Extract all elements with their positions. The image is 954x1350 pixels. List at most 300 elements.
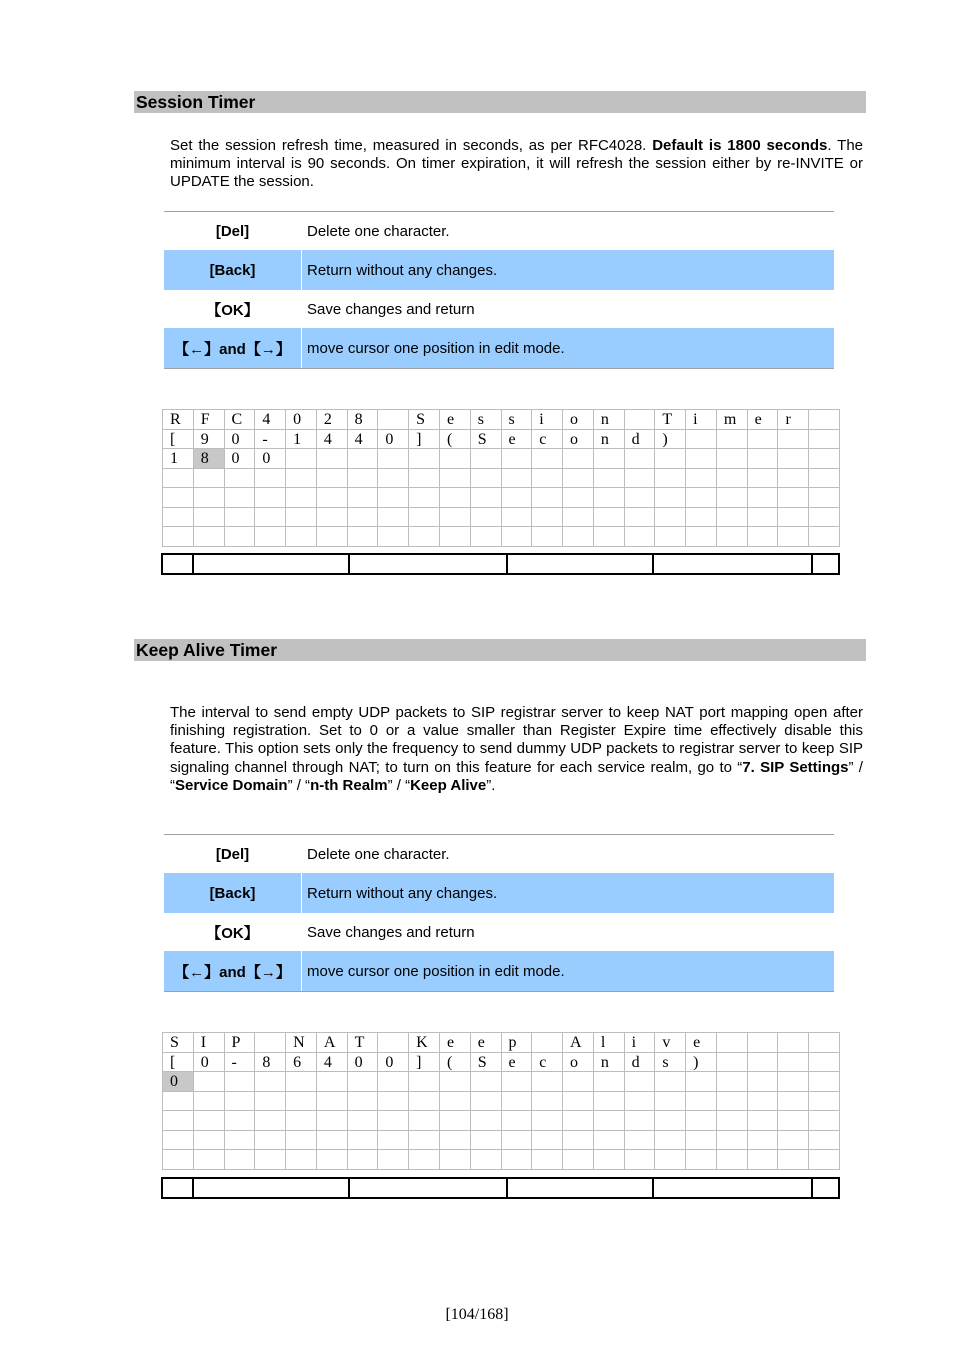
lcd-cell xyxy=(778,488,809,508)
lcd-cell xyxy=(440,469,471,489)
lcd-cell: 4 xyxy=(255,410,286,430)
lcd-cell xyxy=(532,1111,563,1131)
lcd-cell xyxy=(286,488,317,508)
lcd-cell xyxy=(255,1033,286,1053)
lcd-cell xyxy=(778,1033,809,1053)
lcd-cell: o xyxy=(563,430,594,450)
lcd-cell xyxy=(625,410,656,430)
lcd-cell xyxy=(655,1092,686,1112)
lcd-cell xyxy=(778,1131,809,1151)
lcd-cell: e xyxy=(502,1053,533,1073)
lcd-cell xyxy=(778,508,809,528)
key-description: Save changes and return xyxy=(307,300,475,318)
lcd-cell: d xyxy=(625,430,656,450)
lcd-cell: n xyxy=(594,410,625,430)
key-description: Delete one character. xyxy=(307,222,450,240)
lcd-cell xyxy=(286,469,317,489)
lcd-cell xyxy=(225,1072,256,1092)
lcd-cell xyxy=(225,1150,256,1170)
lcd-cell: 6 xyxy=(286,1053,317,1073)
text: ” / “ xyxy=(387,776,411,794)
lcd-cell: e xyxy=(440,1033,471,1053)
lcd-cell xyxy=(471,469,502,489)
lcd-cell xyxy=(748,1092,779,1112)
lcd-cell xyxy=(748,527,779,547)
lcd-cell: A xyxy=(563,1033,594,1053)
lcd-cell xyxy=(594,1150,625,1170)
lcd-cell xyxy=(286,1092,317,1112)
softkey-cell xyxy=(350,1179,508,1197)
keep-alive-key-table xyxy=(164,834,834,992)
lcd-cell xyxy=(717,1033,748,1053)
lcd-cell xyxy=(625,1072,656,1092)
lcd-cell xyxy=(471,527,502,547)
lcd-cell: 0 xyxy=(378,430,409,450)
lcd-cell xyxy=(655,527,686,547)
lcd-cell xyxy=(502,508,533,528)
lcd-cell xyxy=(409,1072,440,1092)
lcd-cell xyxy=(778,527,809,547)
lcd-cell xyxy=(194,1131,225,1151)
lcd-cell xyxy=(594,469,625,489)
lcd-cell: e xyxy=(748,410,779,430)
lcd-cell xyxy=(717,1111,748,1131)
lcd-cell: 0 xyxy=(255,449,286,469)
lcd-cell: v xyxy=(655,1033,686,1053)
lcd-cell xyxy=(409,1150,440,1170)
session-timer-key-table xyxy=(164,211,834,369)
lcd-cell: F xyxy=(194,410,225,430)
lcd-cell xyxy=(717,1131,748,1151)
key-row xyxy=(164,250,834,290)
key-row xyxy=(164,328,834,368)
lcd-cell xyxy=(440,449,471,469)
lcd-cell xyxy=(655,469,686,489)
lcd-cell xyxy=(625,1131,656,1151)
lcd-cell xyxy=(163,1111,194,1131)
lcd-cell xyxy=(317,1072,348,1092)
key-label: 【←】and【→】 xyxy=(164,951,302,991)
lcd-cell xyxy=(809,1092,840,1112)
lcd-cell xyxy=(255,1072,286,1092)
lcd-cell: 0 xyxy=(225,430,256,450)
lcd-cell xyxy=(378,508,409,528)
lcd-cell: 1 xyxy=(163,449,194,469)
lcd-cell xyxy=(378,1092,409,1112)
lcd-cell: N xyxy=(286,1033,317,1053)
lcd-cell xyxy=(594,1072,625,1092)
lcd-cell xyxy=(809,1150,840,1170)
lcd-cell xyxy=(625,527,656,547)
softkey-cell xyxy=(163,1179,194,1197)
lcd-cell xyxy=(809,488,840,508)
lcd-cell xyxy=(255,1150,286,1170)
lcd-cell xyxy=(655,508,686,528)
lcd-cell xyxy=(686,1150,717,1170)
lcd-cell xyxy=(655,1111,686,1131)
lcd-cell xyxy=(717,1053,748,1073)
lcd-cell xyxy=(286,527,317,547)
lcd-cell xyxy=(748,508,779,528)
lcd-cell xyxy=(594,1131,625,1151)
lcd-cell xyxy=(563,1072,594,1092)
lcd-cell: T xyxy=(655,410,686,430)
lcd-cell xyxy=(194,488,225,508)
lcd-cell xyxy=(686,1092,717,1112)
lcd-cell xyxy=(686,449,717,469)
lcd-cell: R xyxy=(163,410,194,430)
lcd-cell xyxy=(748,449,779,469)
lcd-cell xyxy=(348,469,379,489)
lcd-cell xyxy=(225,1092,256,1112)
lcd-cell xyxy=(686,1072,717,1092)
lcd-cell xyxy=(163,488,194,508)
lcd-cell xyxy=(809,527,840,547)
lcd-cell: i xyxy=(686,410,717,430)
text: The interval to send empty UDP packets to SIP registrar server to keep NAT port mapping open after finishing registration. Set to 0 or a value smaller than Register Expire time effectively disable this feature. This option sets only the frequency to send dummy UDP packets to registrar server to keep SIP signaling channel through NAT; to turn on this feature for each service realm, go to “ xyxy=(170,704,863,776)
lcd-cell xyxy=(163,469,194,489)
lcd-cell xyxy=(163,1150,194,1170)
lcd-cell: 0 xyxy=(348,1053,379,1073)
softkey-cell xyxy=(163,555,194,573)
lcd-cell: C xyxy=(225,410,256,430)
lcd-cell xyxy=(471,1111,502,1131)
lcd-cell: 0 xyxy=(194,1053,225,1073)
lcd-cell: i xyxy=(532,410,563,430)
key-label: 【OK】 xyxy=(164,290,302,328)
lcd-cell xyxy=(286,1072,317,1092)
lcd-cell xyxy=(348,527,379,547)
lcd-cell xyxy=(778,1072,809,1092)
lcd-softkey-bar xyxy=(161,1177,840,1199)
lcd-cell: l xyxy=(594,1033,625,1053)
section-title: Session Timer xyxy=(136,92,256,112)
lcd-cell: - xyxy=(255,430,286,450)
lcd-cell xyxy=(409,469,440,489)
lcd-cell xyxy=(717,1092,748,1112)
lcd-cell xyxy=(686,469,717,489)
lcd-screen-keep-alive xyxy=(162,1032,840,1170)
lcd-cell xyxy=(717,430,748,450)
section-title: Keep Alive Timer xyxy=(136,640,278,660)
lcd-cell xyxy=(440,1131,471,1151)
lcd-cell xyxy=(655,1072,686,1092)
lcd-cell xyxy=(348,1111,379,1131)
lcd-cell xyxy=(378,1150,409,1170)
text-bold: Keep Alive xyxy=(410,776,487,794)
lcd-cell: c xyxy=(532,1053,563,1073)
lcd-cell xyxy=(563,1131,594,1151)
lcd-cell: 4 xyxy=(317,1053,348,1073)
lcd-cell xyxy=(409,488,440,508)
session-timer-description xyxy=(170,137,863,192)
lcd-cell: e xyxy=(502,430,533,450)
lcd-cell: I xyxy=(194,1033,225,1053)
lcd-cell xyxy=(717,1150,748,1170)
key-label: 【←】and【→】 xyxy=(164,328,302,368)
lcd-cell xyxy=(317,527,348,547)
lcd-cell xyxy=(194,1092,225,1112)
lcd-cell xyxy=(625,449,656,469)
lcd-cell xyxy=(594,488,625,508)
lcd-cell xyxy=(502,449,533,469)
lcd-cell xyxy=(471,488,502,508)
key-description: move cursor one position in edit mode. xyxy=(307,962,565,980)
lcd-cell xyxy=(225,1131,256,1151)
lcd-cell: 1 xyxy=(286,430,317,450)
lcd-cell xyxy=(317,508,348,528)
lcd-cell: 0 xyxy=(286,410,317,430)
lcd-cell: K xyxy=(409,1033,440,1053)
lcd-cell: n xyxy=(594,1053,625,1073)
section-header-session-timer xyxy=(134,91,866,113)
lcd-cell xyxy=(378,469,409,489)
lcd-cell xyxy=(594,1092,625,1112)
softkey-cell xyxy=(654,555,813,573)
lcd-cell xyxy=(378,1033,409,1053)
lcd-cell xyxy=(225,508,256,528)
lcd-cell xyxy=(809,1033,840,1053)
key-row xyxy=(164,913,834,951)
text-bold: Default is 1800 seconds xyxy=(652,137,828,154)
lcd-cell: 4 xyxy=(348,430,379,450)
lcd-cell xyxy=(778,449,809,469)
lcd-cell xyxy=(409,1092,440,1112)
lcd-cell xyxy=(563,449,594,469)
lcd-cell: n xyxy=(594,430,625,450)
lcd-cell xyxy=(286,1150,317,1170)
lcd-cell xyxy=(317,1131,348,1151)
lcd-cell xyxy=(194,508,225,528)
text-bold: Service Domain xyxy=(175,776,288,794)
lcd-cell xyxy=(163,1131,194,1151)
lcd-cell xyxy=(686,430,717,450)
text: . The minimum interval is 90 seconds. On timer expiration, it will refresh the session either by re-INVITE or UPDATE the session. xyxy=(170,137,863,191)
lcd-cell xyxy=(255,488,286,508)
lcd-cell xyxy=(440,1150,471,1170)
lcd-cell xyxy=(563,469,594,489)
lcd-cell xyxy=(809,449,840,469)
lcd-cell xyxy=(532,488,563,508)
key-row xyxy=(164,951,834,991)
lcd-cell xyxy=(225,1111,256,1131)
lcd-cell: 4 xyxy=(317,430,348,450)
key-label: [Del] xyxy=(164,212,302,250)
lcd-cell xyxy=(625,1111,656,1131)
lcd-cell xyxy=(348,1072,379,1092)
softkey-cell xyxy=(350,555,508,573)
lcd-cell xyxy=(471,1092,502,1112)
lcd-cell xyxy=(286,1111,317,1131)
lcd-cell: S xyxy=(409,410,440,430)
lcd-cell xyxy=(686,508,717,528)
lcd-cell xyxy=(717,469,748,489)
lcd-cell xyxy=(317,449,348,469)
lcd-cell xyxy=(748,1131,779,1151)
lcd-cell xyxy=(625,488,656,508)
lcd-cell xyxy=(348,449,379,469)
lcd-cell xyxy=(286,449,317,469)
lcd-cell xyxy=(194,1072,225,1092)
lcd-cell xyxy=(255,469,286,489)
lcd-cell xyxy=(625,1092,656,1112)
lcd-cell xyxy=(809,1131,840,1151)
lcd-cell xyxy=(532,1092,563,1112)
lcd-cell: ] xyxy=(409,1053,440,1073)
lcd-cell xyxy=(471,1150,502,1170)
softkey-cell xyxy=(194,1179,350,1197)
lcd-cell xyxy=(809,410,840,430)
lcd-cell xyxy=(440,1111,471,1131)
lcd-cell: e xyxy=(686,1033,717,1053)
lcd-cell: s xyxy=(471,410,502,430)
key-row xyxy=(164,873,834,913)
lcd-cell xyxy=(778,1092,809,1112)
lcd-cell xyxy=(809,508,840,528)
lcd-cell: - xyxy=(225,1053,256,1073)
lcd-cell xyxy=(163,527,194,547)
lcd-cell xyxy=(809,469,840,489)
lcd-cell xyxy=(255,1092,286,1112)
lcd-cell: p xyxy=(502,1033,533,1053)
lcd-cell xyxy=(748,1053,779,1073)
lcd-cell: o xyxy=(563,1053,594,1073)
key-description: Delete one character. xyxy=(307,845,450,863)
lcd-cell: 0 xyxy=(378,1053,409,1073)
lcd-cell xyxy=(686,1111,717,1131)
key-description: Save changes and return xyxy=(307,923,475,941)
lcd-cell xyxy=(502,1092,533,1112)
lcd-cell xyxy=(471,449,502,469)
lcd-cell: r xyxy=(778,410,809,430)
lcd-cell: i xyxy=(625,1033,656,1053)
lcd-cell xyxy=(717,488,748,508)
lcd-cell xyxy=(286,508,317,528)
lcd-cell xyxy=(255,527,286,547)
lcd-cell xyxy=(440,508,471,528)
lcd-cell xyxy=(717,527,748,547)
softkey-cell xyxy=(508,555,654,573)
lcd-cell xyxy=(440,1092,471,1112)
lcd-cell: 2 xyxy=(317,410,348,430)
lcd-cell xyxy=(348,1150,379,1170)
lcd-cell xyxy=(686,527,717,547)
lcd-cell xyxy=(502,1150,533,1170)
lcd-cell xyxy=(440,527,471,547)
lcd-cell xyxy=(748,469,779,489)
lcd-cell xyxy=(655,488,686,508)
lcd-cell xyxy=(748,1111,779,1131)
lcd-cell xyxy=(317,1150,348,1170)
lcd-cell xyxy=(409,449,440,469)
page-number: [104/168] xyxy=(445,1306,509,1323)
lcd-cell: e xyxy=(471,1033,502,1053)
lcd-cell xyxy=(686,488,717,508)
lcd-cell: S xyxy=(471,430,502,450)
text: Set the session refresh time, measured in seconds, as per RFC4028. xyxy=(170,137,653,154)
lcd-cell xyxy=(378,1131,409,1151)
lcd-cell xyxy=(625,469,656,489)
lcd-cell xyxy=(378,410,409,430)
lcd-cell xyxy=(748,488,779,508)
lcd-cell xyxy=(532,1033,563,1053)
lcd-cell xyxy=(378,1072,409,1092)
lcd-cell xyxy=(563,508,594,528)
key-label: [Back] xyxy=(164,873,302,913)
lcd-cell xyxy=(809,430,840,450)
lcd-cell xyxy=(594,1111,625,1131)
softkey-cell xyxy=(508,1179,654,1197)
lcd-cell: 0 xyxy=(163,1072,194,1092)
lcd-cell: A xyxy=(317,1033,348,1053)
lcd-cell xyxy=(194,527,225,547)
lcd-cell: c xyxy=(532,430,563,450)
lcd-cell xyxy=(717,508,748,528)
lcd-cell xyxy=(778,430,809,450)
lcd-cell xyxy=(348,1092,379,1112)
text: ”. xyxy=(486,776,496,794)
lcd-cell xyxy=(502,469,533,489)
key-row xyxy=(164,212,834,250)
lcd-cell xyxy=(594,508,625,528)
lcd-softkey-bar xyxy=(161,553,840,575)
lcd-cell xyxy=(809,1072,840,1092)
lcd-cell xyxy=(502,1072,533,1092)
lcd-cell xyxy=(717,1072,748,1092)
lcd-cell xyxy=(378,488,409,508)
lcd-cell xyxy=(378,1111,409,1131)
lcd-cell: ] xyxy=(409,430,440,450)
lcd-cell xyxy=(348,508,379,528)
text-bold: n-th Realm xyxy=(310,776,388,794)
lcd-cell xyxy=(778,1053,809,1073)
key-label: [Del] xyxy=(164,835,302,873)
lcd-cell xyxy=(502,527,533,547)
lcd-screen-session-timer xyxy=(162,409,840,547)
text: ” / “ xyxy=(287,776,311,794)
lcd-cell: m xyxy=(717,410,748,430)
lcd-cell: [ xyxy=(163,1053,194,1073)
lcd-cell xyxy=(532,1131,563,1151)
lcd-cell xyxy=(778,469,809,489)
lcd-cell xyxy=(748,1072,779,1092)
lcd-cell xyxy=(348,488,379,508)
lcd-cell xyxy=(194,469,225,489)
key-description: move cursor one position in edit mode. xyxy=(307,339,565,357)
lcd-cell: 8 xyxy=(348,410,379,430)
lcd-cell xyxy=(809,1111,840,1131)
lcd-cell xyxy=(440,1072,471,1092)
lcd-cell: ) xyxy=(686,1053,717,1073)
lcd-cell xyxy=(655,1131,686,1151)
softkey-cell xyxy=(813,1179,838,1197)
lcd-cell xyxy=(532,449,563,469)
lcd-cell xyxy=(471,1072,502,1092)
lcd-cell xyxy=(563,1092,594,1112)
section-header-keep-alive-timer xyxy=(134,639,866,661)
lcd-cell: ( xyxy=(440,430,471,450)
lcd-cell xyxy=(409,1111,440,1131)
lcd-cell: s xyxy=(502,410,533,430)
lcd-cell xyxy=(409,1131,440,1151)
lcd-cell: 0 xyxy=(225,449,256,469)
lcd-cell xyxy=(594,449,625,469)
lcd-cell xyxy=(317,488,348,508)
lcd-cell xyxy=(255,508,286,528)
lcd-cell xyxy=(409,508,440,528)
lcd-cell: 8 xyxy=(194,449,225,469)
lcd-cell: e xyxy=(440,410,471,430)
